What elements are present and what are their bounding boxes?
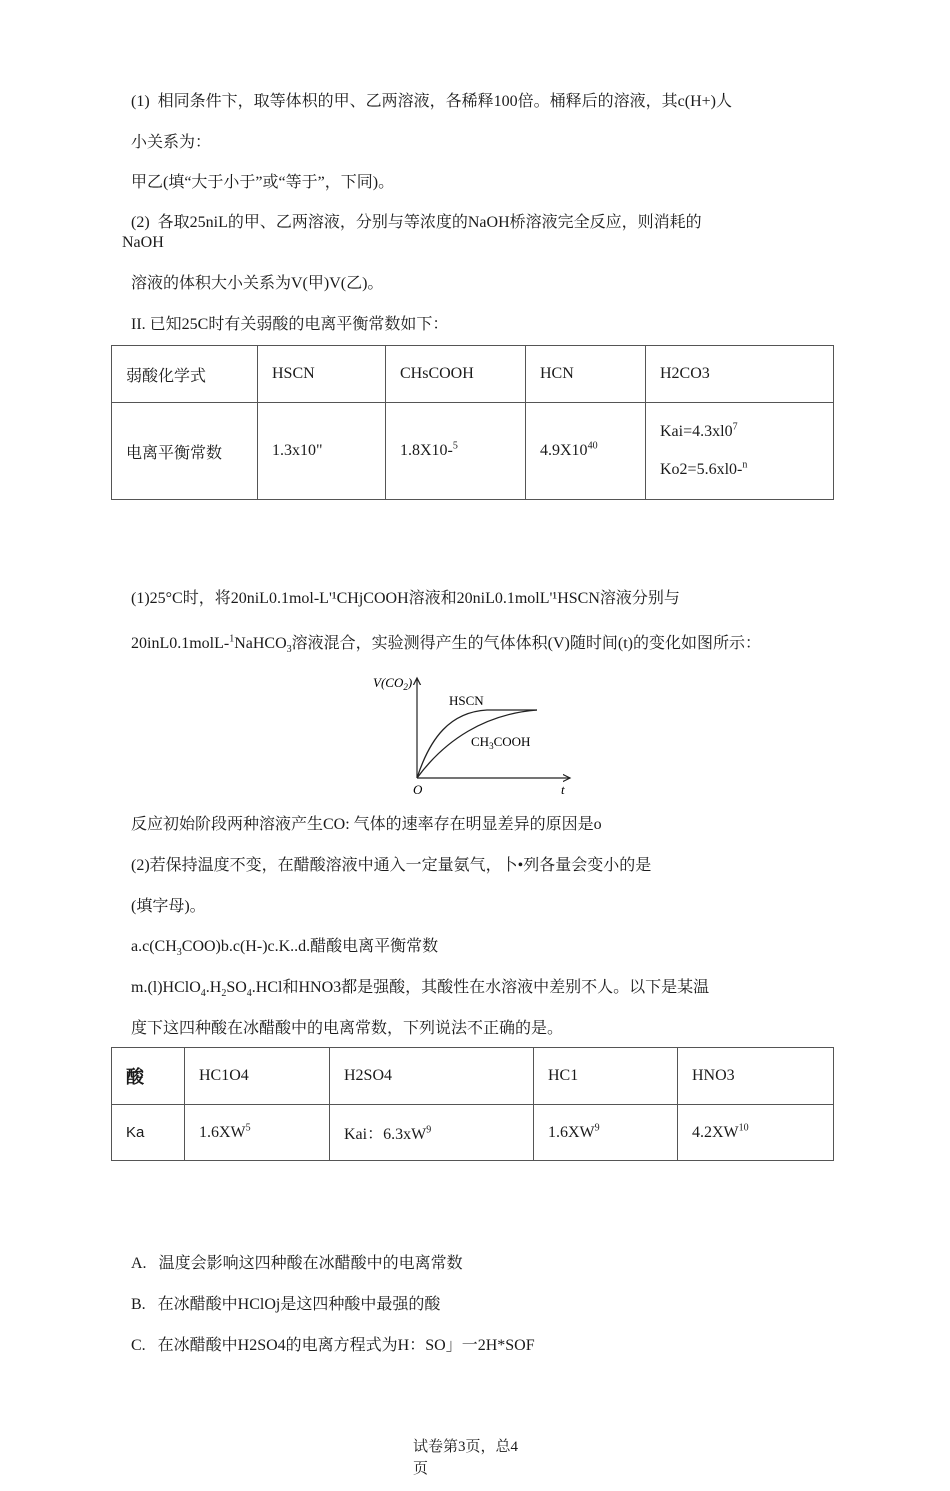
option-text: 在冰醋酸中HClOj是这四种酸中最强的酸 <box>157 1296 441 1313</box>
table-cell: HC1O4 <box>185 1048 330 1105</box>
origin-label: O <box>413 782 423 797</box>
table-cell <box>678 1105 834 1161</box>
q1-number: (1) <box>131 93 150 110</box>
table-cell <box>534 1105 678 1161</box>
table-cell: 电离平衡常数 <box>112 403 258 500</box>
table-cell: Ka <box>112 1105 185 1161</box>
text-segment: 溶液混合，实验测得产生的气体体积(V)随时间(t)的变化如图所示： <box>291 635 761 652</box>
value-base: 4.2XW <box>692 1123 739 1141</box>
text-segment: NaHCO <box>234 635 287 652</box>
option-text: 在冰醋酸中H2SO4的电离方程式为H：SO」一2H*SOF <box>157 1337 535 1354</box>
section2-title: II. 已知25C时有关弱酸的电离平衡常数如下： <box>131 316 449 333</box>
p2-after-graph: 反应初始阶段两种溶液产生CO: 气体的速率存在明显差异的原因是o <box>131 816 602 833</box>
table-cell <box>185 1105 330 1161</box>
hscn-label: HSCN <box>449 693 484 708</box>
text-segment: COO)b.c(H-)c.K..d.醋酸电离平衡常数 <box>181 938 439 955</box>
q2-text: 各取25niL的甲、乙两溶液，分别与等浓度的NaOH桥溶液完全反应，则消耗的 <box>157 214 702 231</box>
table-cell: HCN <box>526 346 646 403</box>
table-cell: H2CO3 <box>646 346 834 403</box>
q2-number: (2) <box>131 214 150 231</box>
option-a <box>131 1254 463 1274</box>
table-header-row <box>112 1048 834 1105</box>
q1-line2: 小关系为： <box>131 134 212 151</box>
value-exponent: 10 <box>738 1122 749 1134</box>
value-exponent: 9 <box>594 1122 600 1134</box>
option-letter: B. <box>131 1296 146 1313</box>
x-axis-label: t <box>561 782 565 797</box>
value-base: 4.9X10 <box>540 442 588 459</box>
value-exponent: 40 <box>587 440 598 452</box>
table-row <box>112 1105 834 1161</box>
table-cell: HC1 <box>534 1048 678 1105</box>
value-base: Ko2=5.6xl0- <box>660 461 743 478</box>
p2-q2-line1: (2)若保持温度不变，在醋酸溶液中通入一定量氨气，卜•列各量会变小的是 <box>131 857 652 874</box>
p3-q1-line2: 度下这四种酸在冰醋酸中的电离常数，下列说法不正确的是。 <box>131 1020 564 1037</box>
q2-line1 <box>131 213 702 233</box>
acid-constant-table <box>111 1047 834 1161</box>
value-exponent: 5 <box>245 1122 251 1134</box>
gas-volume-graph <box>355 670 585 800</box>
table-cell: HNO3 <box>678 1048 834 1105</box>
p3-q1-line1 <box>131 978 709 998</box>
subscript: 4 <box>200 988 206 1000</box>
p2-q1-line2 <box>131 634 761 654</box>
value-base: 1.6XW <box>199 1123 246 1141</box>
footer-line2: 页 <box>413 1461 429 1477</box>
value-exponent: 7 <box>732 421 738 433</box>
p2-q2-line2: (填字母)。 <box>131 898 206 915</box>
table-cell <box>330 1105 534 1161</box>
subscript: 4 <box>246 988 252 1000</box>
value-base: 1.8X10- <box>400 442 453 459</box>
subscript: 3 <box>176 947 182 959</box>
subscript: 2 <box>221 988 227 1000</box>
table-cell: HSCN <box>258 346 386 403</box>
value-base: 1.6XW <box>548 1123 595 1141</box>
y-axis-label: $V(CO_2)$ <box>373 675 413 692</box>
table-cell: CHsCOOH <box>386 346 526 403</box>
q1-text: 相同条件卞，取等体枳的甲、乙两溶液，各稀释100倍。桶释后的溶液，其c(H+)人 <box>157 93 732 110</box>
table-cell: 酸 <box>112 1048 185 1105</box>
table-cell: H2SO4 <box>330 1048 534 1105</box>
value-exponent: 9 <box>426 1124 432 1136</box>
table-cell <box>526 403 646 500</box>
ch3cooh-label: $CH_3COOH$ <box>471 734 531 751</box>
option-letter: A. <box>131 1255 147 1272</box>
text-segment: .HCl和HNO3都是强酸，其酸性在水溶液中差别不人。以下是某温 <box>251 979 710 996</box>
subscript: 3 <box>286 644 292 656</box>
q1-line1 <box>131 92 732 112</box>
option-text: 温度会影响这四种酸在冰醋酸中的电离常数 <box>158 1255 463 1272</box>
text-segment: m.(l)HClO <box>131 979 201 996</box>
table-row <box>112 403 834 500</box>
page-footer <box>413 1436 563 1480</box>
option-letter: C. <box>131 1337 146 1354</box>
value-base: Kai=4.3xl0 <box>660 423 733 440</box>
option-b <box>131 1295 440 1315</box>
superscript: 1 <box>229 633 235 645</box>
table-header-row <box>112 346 834 403</box>
footer-line1: 试卷第3页，总4 <box>413 1439 519 1455</box>
option-c <box>131 1336 535 1356</box>
value-exponent: 5 <box>452 440 458 452</box>
text-segment: SO <box>226 979 247 996</box>
q2-line2: 溶液的体积大小关系为V(甲)V(乙)。 <box>131 275 384 292</box>
q2-line1-wrap: NaOH <box>122 234 164 251</box>
table-cell <box>386 403 526 500</box>
p2-q1-line1: (1)25°C时，将20niL0.1mol-L'¹CHjCOOH溶液和20niL0.1molL'¹HSCN溶液分别与 <box>131 590 680 607</box>
text-segment: 20inL0.1molL- <box>131 635 230 652</box>
weak-acid-table <box>111 345 834 500</box>
value-base: Kai：6.3xW <box>344 1126 427 1143</box>
table-cell <box>646 403 834 500</box>
text-segment: .H <box>205 979 222 996</box>
p2-q2-options <box>131 937 438 957</box>
text-segment: a.c(CH <box>131 938 177 955</box>
table-cell: 弱酸化学式 <box>112 346 258 403</box>
value-exponent: n <box>742 459 748 471</box>
q1-line3: 甲乙(填“大于小于”或“等于”，下同)。 <box>131 174 395 191</box>
table-cell: 1.3x10" <box>258 403 386 500</box>
